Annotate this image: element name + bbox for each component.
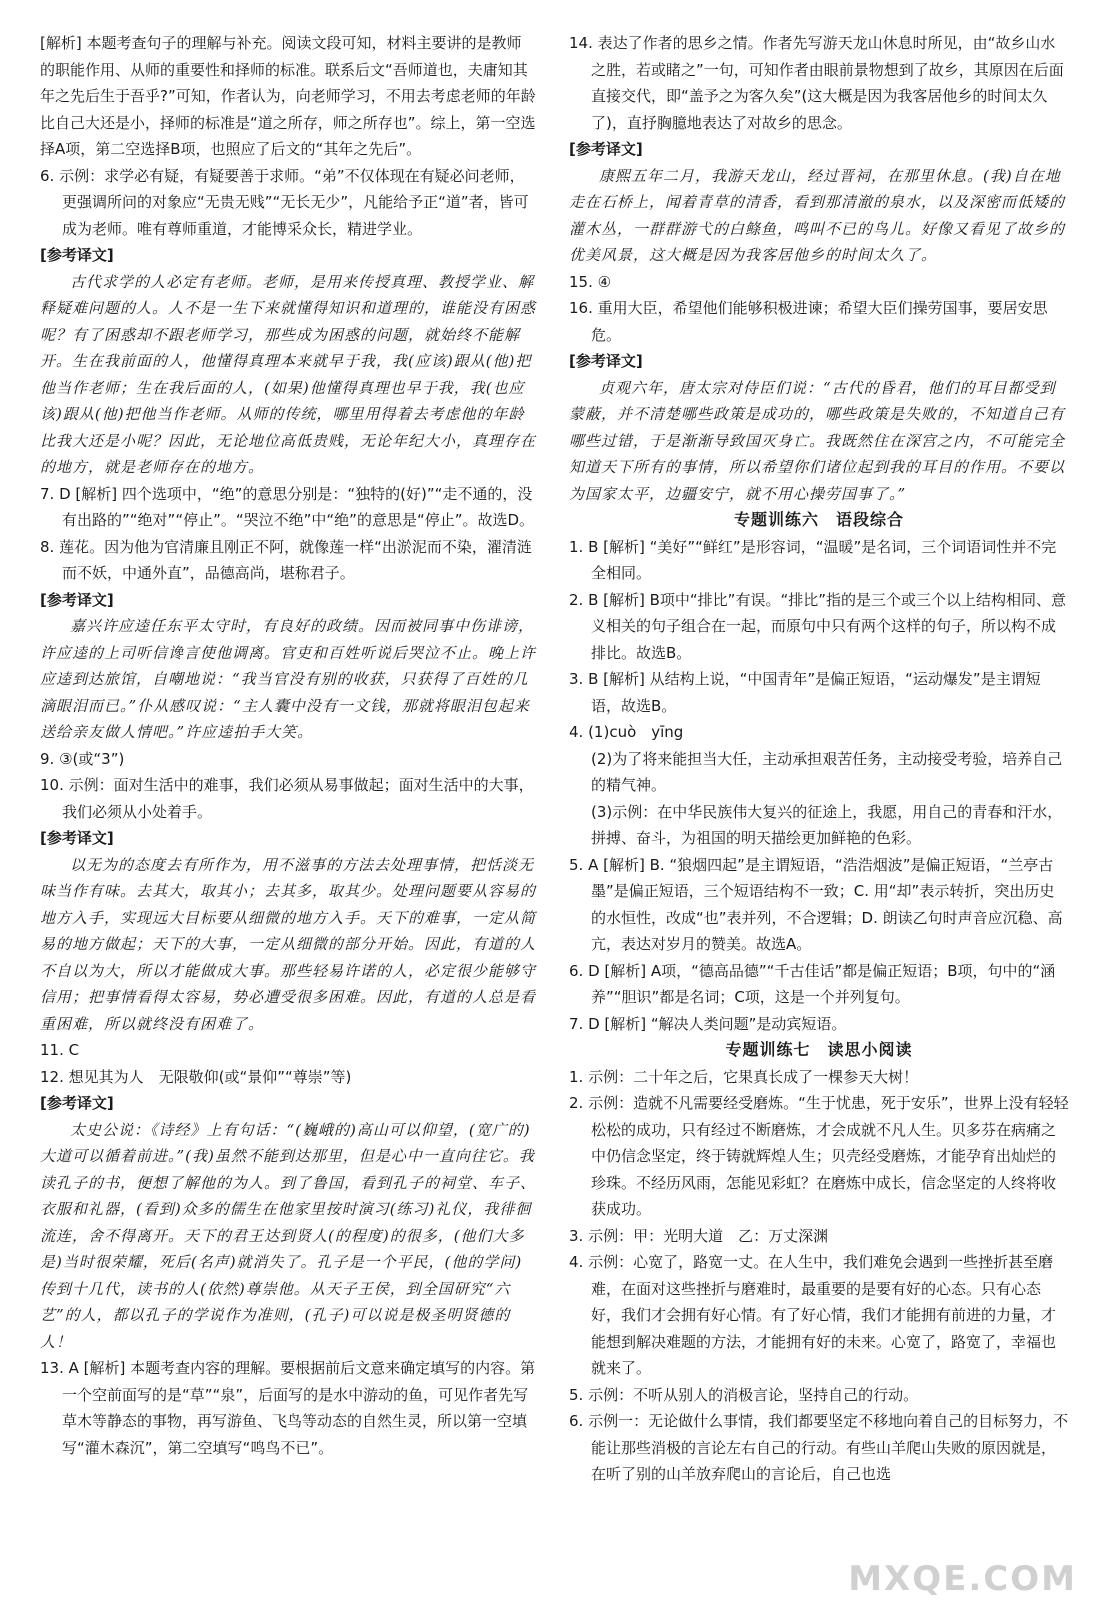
reference-translation-label: [参考译文] xyxy=(40,246,114,264)
answer-item: 3. B [解析] 从结构上说，“中国青年”是偏正短语，“运动爆发”是主谓短语，故选B。 xyxy=(569,670,1041,715)
answer-item: 13. A [解析] 本题考查内容的理解。要根据前后文意来确定填写的内容。第一个空前面写的是“草”“泉”，后面写的是水中游动的鱼，可见作者先写草木等静态的事物，再写游鱼、飞鸟等动态的自然生灵，所以第一空填写“灌木森沉”，第二空填写“鸣鸟不已”。 xyxy=(40,1359,536,1457)
left-column xyxy=(40,30,536,1488)
answer-item: 12. 想见其为人 无限敬仰(或“景仰”“尊崇”等) xyxy=(40,1067,352,1086)
reference-translation: 以无为的态度去有所作为，用不滋事的方法去处理事情，把恬淡无味当作有味。去其大，取其小；去其多，取其少。处理问题要从容易的地方入手，实现远大目标要从细微的地方入手。天下的难事，一定从简易的地方做起；天下的大事，一定从细微的部分开始。因此，有道的人不自以为大，所以才能做成大事。那些轻易许诺的人，必定很少能够守信用；把事情看得太容易，势必遭受很多困难。因此，有道的人总是看重困难，所以就终没有困难了。 xyxy=(40,855,537,1033)
answer-item: 3. 示例：甲：光明大道 乙：万丈深渊 xyxy=(569,1226,829,1245)
answer-item: 2. 示例：造就不凡需要经受磨炼。“生于忧患，死于安乐”，世界上没有轻轻松松的成功，只有经过不断磨炼，才会成就不凡人生。贝多芬在病痛之中仍信念坚定，终于铸就辉煌人生；贝壳经受磨炼，才能孕育出灿烂的珍珠。不经历风雨，怎能见彩虹？在磨炼中成长，信念坚定的人终将收获成功。 xyxy=(569,1094,1069,1218)
answer-item: 6. 示例：求学必有疑，有疑要善于求师。“弟”不仅体现在有疑必问老师，更强调所问的对象应“无贵无贱”“无长无少”，凡能给予正“道”者，皆可成为老师。唯有尊师重道，才能博采众长，精进学业。 xyxy=(40,166,529,238)
reference-translation: 古代求学的人必定有老师。老师，是用来传授真理、教授学业、解释疑难问题的人。人不是一生下来就懂得知识和道理的，谁能没有困惑呢？有了困惑却不跟老师学习，那些成为困惑的问题，就始终不能解开。生在我前面的人，他懂得真理本来就早于我，我(应该)跟从(他)把他当作老师；生在我后面的人，(如果)他懂得真理也早于我，我(也应该)跟从(他)把他当作老师。从师的传统，哪里用得着去考虑他的年龄比我大还是小呢？因此，无论地位高低贵贱，无论年纪大小，真理存在的地方，就是老师存在的地方。 xyxy=(40,272,537,476)
reference-translation: 太史公说：《诗经》上有句话：“(巍峨的)高山可以仰望，(宽广的)大道可以循着前进。”(我)虽然不能到达那里，但是心中一直向往它。我读孔子的书，便想了解他的为人。到了鲁国，看到孔子的祠堂、车子、衣服和礼器，(看到)众多的儒生在他家里按时演习(练习)礼仪，我徘徊流连，舍不得离开。天下的君王达到贤人(的程度)的很多，(他们大多是)当时很荣耀，死后(名声)就消失了。孔子是一个平民，(他的学问)传到十几代，读书的人(依然)尊崇他。从天子王侯，到全国研究“六艺”的人，都以孔子的学说作为准则，(孔子)可以说是极圣明贤德的人！ xyxy=(40,1120,537,1351)
answer-item: 4. 示例：心宽了，路宽一丈。在人生中，我们难免会遇到一些挫折甚至磨难，在面对这些挫折与磨难时，最重要的是要有好的心态。只有心态好，我们才会拥有好心情。有了好心情，我们才能拥有前进的力量，才能想到解决难题的方法，才能拥有好的未来。心宽了，路宽了，幸福也就来了。 xyxy=(569,1253,1057,1377)
reference-translation: 贞观六年，唐太宗对侍臣们说：“古代的昏君，他们的耳目都受到蒙蔽，并不清楚哪些政策是成功的，哪些政策是失败的，不知道自己有哪些过错，于是渐渐导致国灭身亡。我既然住在深宫之内，不可能完全知道天下所有的事情，所以希望你们诸位起到我的耳目的作用。不要以为国家太平，边疆安宁，就不用心操劳国事了。” xyxy=(569,378,1066,503)
answer-item: 7. D [解析] 四个选项中，“绝”的意思分别是：“独特的(好)”“走不通的，没有出路的”“绝对”“停止”。“哭泣不绝”中“绝”的意思是“停止”。故选D。 xyxy=(40,484,535,529)
reference-translation: 康熙五年二月，我游天龙山，经过晋祠，在那里休息。(我)自在地走在石桥上，闻着青草的清香，看到那清澈的泉水，以及深密而低矮的灌木丛，一群群游弋的白鲦鱼，鸣叫不已的鸟儿。好像又看见了故乡的优美风景，这大概是因为我客居他乡的时间太久了。 xyxy=(569,166,1066,264)
reference-translation-label: [参考译文] xyxy=(569,140,643,158)
two-column-layout xyxy=(40,30,1069,1488)
answer-item: 16. 重用大臣，希望他们能够积极进谏；希望大臣们操劳国事，要居安思危。 xyxy=(569,299,1048,344)
answer-item: 14. 表达了作者的思乡之情。作者先写游天龙山休息时所见，由“故乡山水之胜，若或睹之”一句，可知作者由眼前景物想到了故乡，其原因在后面直接交代，即“盖予之为客久矣”(这大概是因为我客居他乡的时间太久了)，直抒胸臆地表达了对故乡的思念。 xyxy=(569,34,1064,132)
right-column xyxy=(569,30,1069,1488)
section-title: 专题训练七 读思小阅读 xyxy=(725,1040,913,1059)
answer-item: 1. 示例：二十年之后，它果真长成了一棵参天大树！ xyxy=(569,1067,919,1086)
reference-translation-label: [参考译文] xyxy=(569,352,643,370)
answer-item: 5. A [解析] B. “狼烟四起”是主谓短语，“浩浩烟波”是偏正短语，“兰亭古墨”是偏正短语，三个短语结构不一致；C. 用“却”表示转折，突出历史的水恒性，改成“也”表并列，不合逻辑；D. 朗读乙句时声音应沉稳、高亢，表达对岁月的赞美。故选A。 xyxy=(569,855,1063,953)
answer-item: (2)为了将来能担当大任，主动承担艰苦任务，主动接受考验，培养自己的精气神。 xyxy=(591,749,1063,794)
answer-item: 15. ④ xyxy=(569,272,612,291)
answer-item: (3)示例：在中华民族伟大复兴的征途上，我愿，用自己的青春和汗水，拼搏、奋斗，为祖国的明天描绘更加鲜艳的色彩。 xyxy=(591,802,1063,847)
reference-translation-label: [参考译文] xyxy=(40,1094,114,1112)
answer-item: 6. 示例一：无论做什么事情，我们都要坚定不移地向着自己的目标努力，不能让那些消极的言论左右自己的行动。有些山羊爬山失败的原因就是，在听了别的山羊放弃爬山的言论后，自己也选 xyxy=(569,1412,1069,1483)
reference-translation: 嘉兴许应逵任东平太守时，有良好的政绩。因而被同事中伤诽谤，许应逵的上司听信谗言使他调离。官吏和百姓听说后哭泣不止。晚上许应逵到达旅馆，自嘲地说：“我当官没有别的收获，只获得了百姓的几滴眼泪而已。”仆从感叹说：“主人囊中没有一文钱，那就将眼泪包起来送给亲友做人情吧。”许应逵拍手大笑。 xyxy=(40,617,537,741)
answer-item: 8. 莲花。因为他为官清廉且刚正不阿，就像莲一样“出淤泥而不染，濯清涟而不妖，中通外直”，品德高尚，堪称君子。 xyxy=(40,537,532,582)
watermark-logo: MXQE.COM xyxy=(848,1558,1077,1599)
analysis-paragraph: [解析] 本题考查句子的理解与补充。阅读文段可知，材料主要讲的是教师的职能作用、从师的重要性和择师的标准。联系后文“吾师道也，夫庸知其年之先后生于吾乎?”可知，作者认为，向老师学习，不用去考虑老师的年龄比自己大还是小，择师的标准是“道之所存，师之所存也”。综上，第一空选择A项，第二空选择B项，也照应了后文的“其年之先后”。 xyxy=(40,34,536,158)
reference-translation-label: [参考译文] xyxy=(40,829,114,847)
answer-item: 2. B [解析] B项中“排比”有误。“排比”指的是三个或三个以上结构相同、意义相关的句子组合在一起，而原句中只有两个这样的句子，所以构不成排比。故选B。 xyxy=(569,590,1066,662)
answer-item: 9. ③(或“3”) xyxy=(40,749,125,768)
answer-item: 7. D [解析] “解决人类问题”是动宾短语。 xyxy=(569,1014,847,1033)
answer-item: 10. 示例：面对生活中的难事，我们必须从易事做起；面对生活中的大事，我们必须从小处着手。 xyxy=(40,776,534,821)
answer-item: 1. B [解析] “美好”“鲜红”是形容词，“温暖”是名词，三个词语词性并不完全相同。 xyxy=(569,537,1057,582)
answer-item: 5. 示例：不听从别人的消极言论，坚持自己的行动。 xyxy=(569,1385,919,1404)
reference-translation-label: [参考译文] xyxy=(40,590,114,609)
section-title: 专题训练六 语段综合 xyxy=(733,510,904,529)
answer-item: 4. (1)cuò yīng xyxy=(569,723,684,741)
answer-item: 11. C xyxy=(40,1041,80,1059)
answer-item: 6. D [解析] A项，“德高品德”“千古佳话”都是偏正短语；B项，句中的“涵养”“胆识”都是名词；C项，这是一个并列复句。 xyxy=(569,961,1056,1006)
